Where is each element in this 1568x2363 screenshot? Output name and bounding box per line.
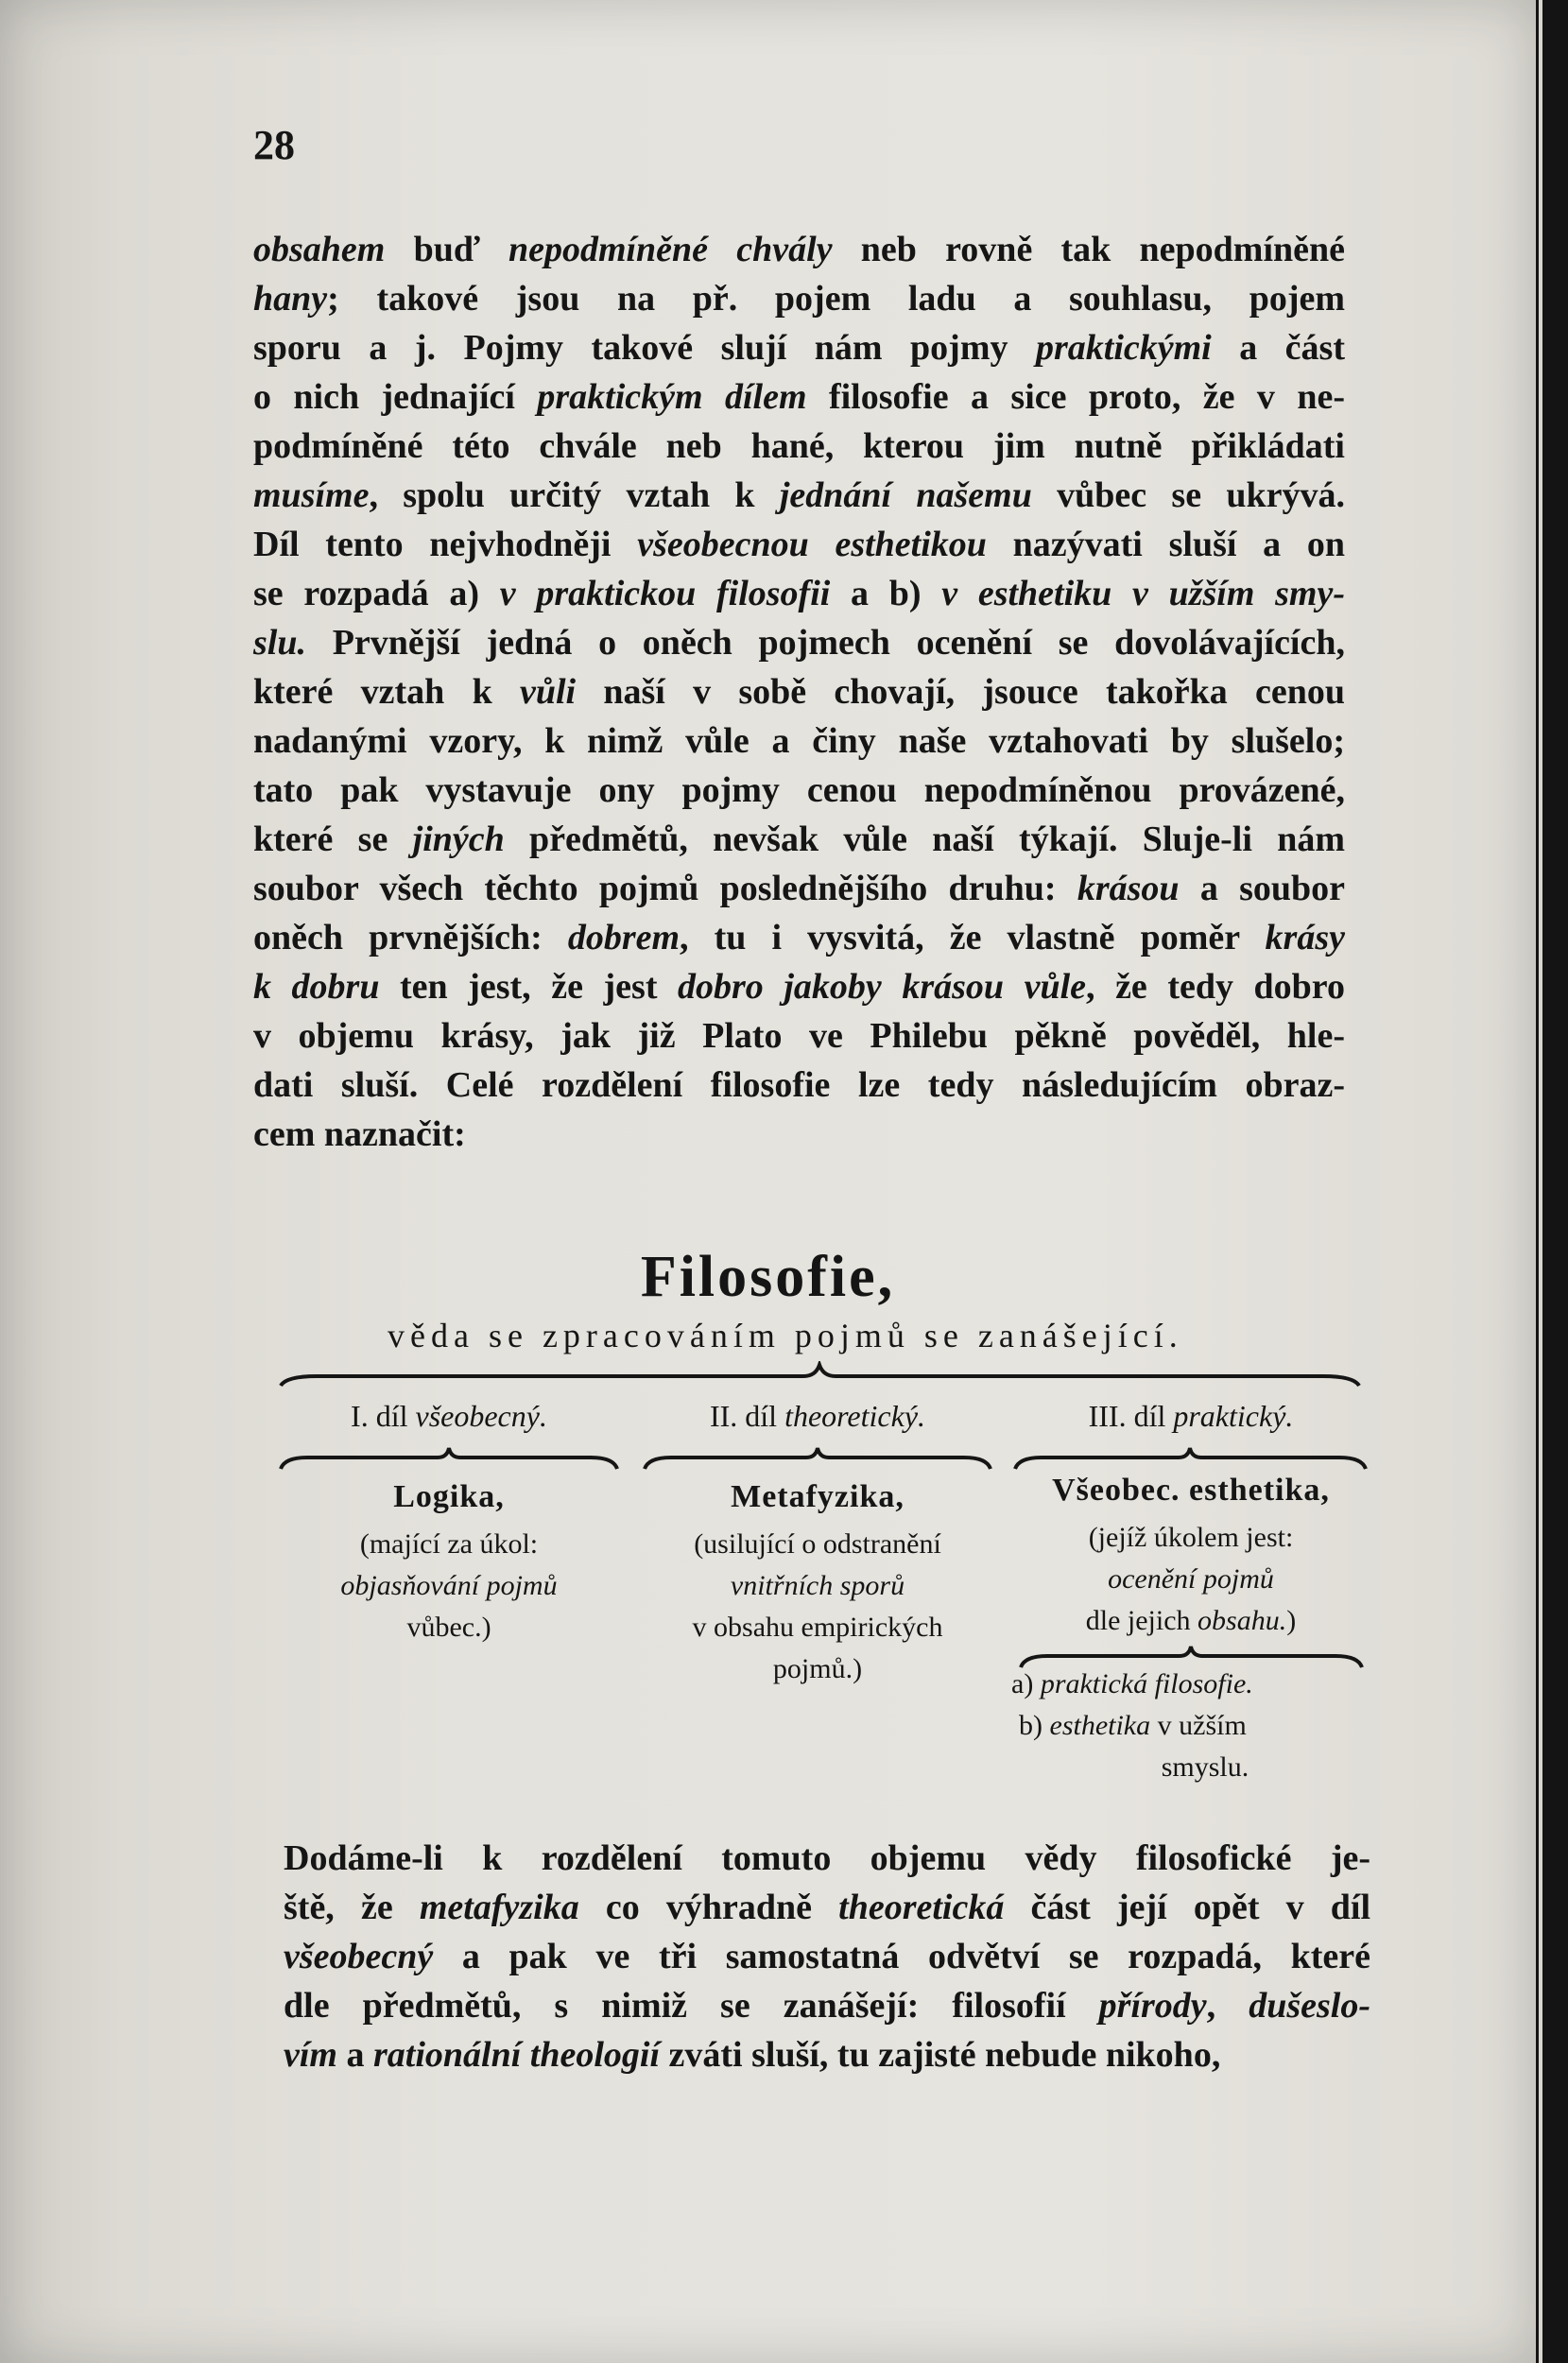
brace-1 [279,1444,619,1473]
text-line: soubor všech těchto pojmů poslednějšího druhu: krásou a soubor [253,869,1346,908]
column-2-head: II. díl theoretický. [709,1399,926,1433]
subdivision-item: b) esthetika v užším [1019,1710,1247,1741]
text-line: dle předmětů, s nimiž se zanášejí: filosofií přírody, dušeslo- [284,1986,1371,2026]
text-line: které se jiných předmětů, nevšak vůle naší týkají. Sluje-li nám [253,819,1346,859]
discipline-description: vnitřních sporů [730,1570,905,1601]
paragraph-1 [253,225,1345,1159]
discipline-name: Všeobec. esthetika, [1052,1473,1330,1508]
text-line: tato pak vystavuje ony pojmy cenou nepodmíněnou provázené, [253,770,1345,810]
scan-edge-line [1539,0,1542,2363]
text-line: Díl tento nejvhodněji všeobecnou esthetikou nazývati sluší a on [253,525,1346,564]
column-1-body [279,1476,619,1648]
text-line: všeobecný a pak ve tři samostatná odvětví se rozpadá, které [284,1937,1370,1976]
discipline-name: Logika, [393,1479,505,1514]
brace-3 [1013,1444,1368,1473]
discipline-description: pojmů.) [772,1653,863,1684]
text-line: ště, že metafyzika co výhradně theoretická část její opět v díl [284,1888,1371,1927]
text-line: podmíněné této chvále neb hané, kterou jim nutně přikládati [253,426,1345,466]
text-line: musíme, spolu určitý vztah k jednání našemu vůbec se ukrývá. [253,475,1346,515]
text-line: nadanými vzory, k nimž vůle a činy naše vztahovati by slušelo; [253,721,1345,761]
text-line: slu. Prvnější jedná o oněch pojmech ocenění se dovolávajících, [253,623,1345,663]
text-line: k dobru ten jest, že jest dobro jakoby krásou vůle, že tedy dobro [253,967,1345,1007]
discipline-description: (jejíž úkolem jest: [1088,1522,1294,1553]
column-3-body [1011,1470,1370,1642]
diagram-subtitle: věda se zpracováním pojmů se zanášející. [388,1317,1183,1354]
discipline-description: ocenění pojmů [1108,1563,1274,1595]
text-line: obsahem buď nepodmíněné chvály neb rovně tak nepodmíněné [253,230,1346,269]
column-2-body [638,1476,997,1690]
text-line: dati sluší. Celé rozdělení filosofie lze tedy následujícím obraz- [253,1065,1345,1105]
page-number: 28 [253,122,295,168]
text-line: oněch prvnějších: dobrem, tu i vysvitá, že vlastně poměr krásy [253,918,1345,957]
text-line: v objemu krásy, jak již Plato ve Philebu pěkně pověděl, hle- [253,1016,1345,1056]
text-line: se rozpadá a) v praktickou filosofii a b) v esthetiku v užším smy- [253,574,1345,613]
text-line: vím a rationální theologií zváti sluší, tu zajisté nebude nikoho, [284,2035,1221,2075]
diagram-title: Filosofie, [640,1245,896,1309]
paragraph-2 [284,1834,1370,2079]
discipline-description: vůbec.) [406,1612,491,1643]
text-line: Dodáme-li k rozdělení tomuto objemu vědy filosofické je- [284,1838,1370,1878]
discipline-description: v obsahu empirických [692,1612,943,1643]
text-line: o nich jednající praktickým dílem filosofie a sice proto, že v ne- [253,377,1346,417]
text-line: které vztah k vůli naší v sobě chovají, jsouce takořka cenou [253,672,1345,712]
discipline-description: dle jejich obsahu.) [1085,1605,1297,1636]
discipline-description: objasňování pojmů [340,1570,558,1601]
discipline-name: Metafyzika, [731,1479,905,1514]
discipline-description: (usilující o odstranění [694,1528,941,1560]
brace-2 [643,1444,992,1473]
aesthetics-subdivision [1011,1664,1370,1788]
main-brace [279,1361,1361,1389]
discipline-description: (mající za úkol: [359,1528,539,1560]
text-line: hany; takové jsou na př. pojem ladu a souhlasu, pojem [253,279,1345,319]
text-line: cem naznačit: [253,1114,466,1154]
column-1-head: I. díl všeobecný. [351,1399,547,1433]
subdivision-item: smyslu. [1161,1751,1249,1783]
text-line: sporu a j. Pojmy takové slují nám pojmy praktickými a část [253,328,1345,368]
subdivision-item: a) praktická filosofie. [1011,1668,1253,1699]
column-3-head: III. díl praktický. [1088,1399,1294,1433]
